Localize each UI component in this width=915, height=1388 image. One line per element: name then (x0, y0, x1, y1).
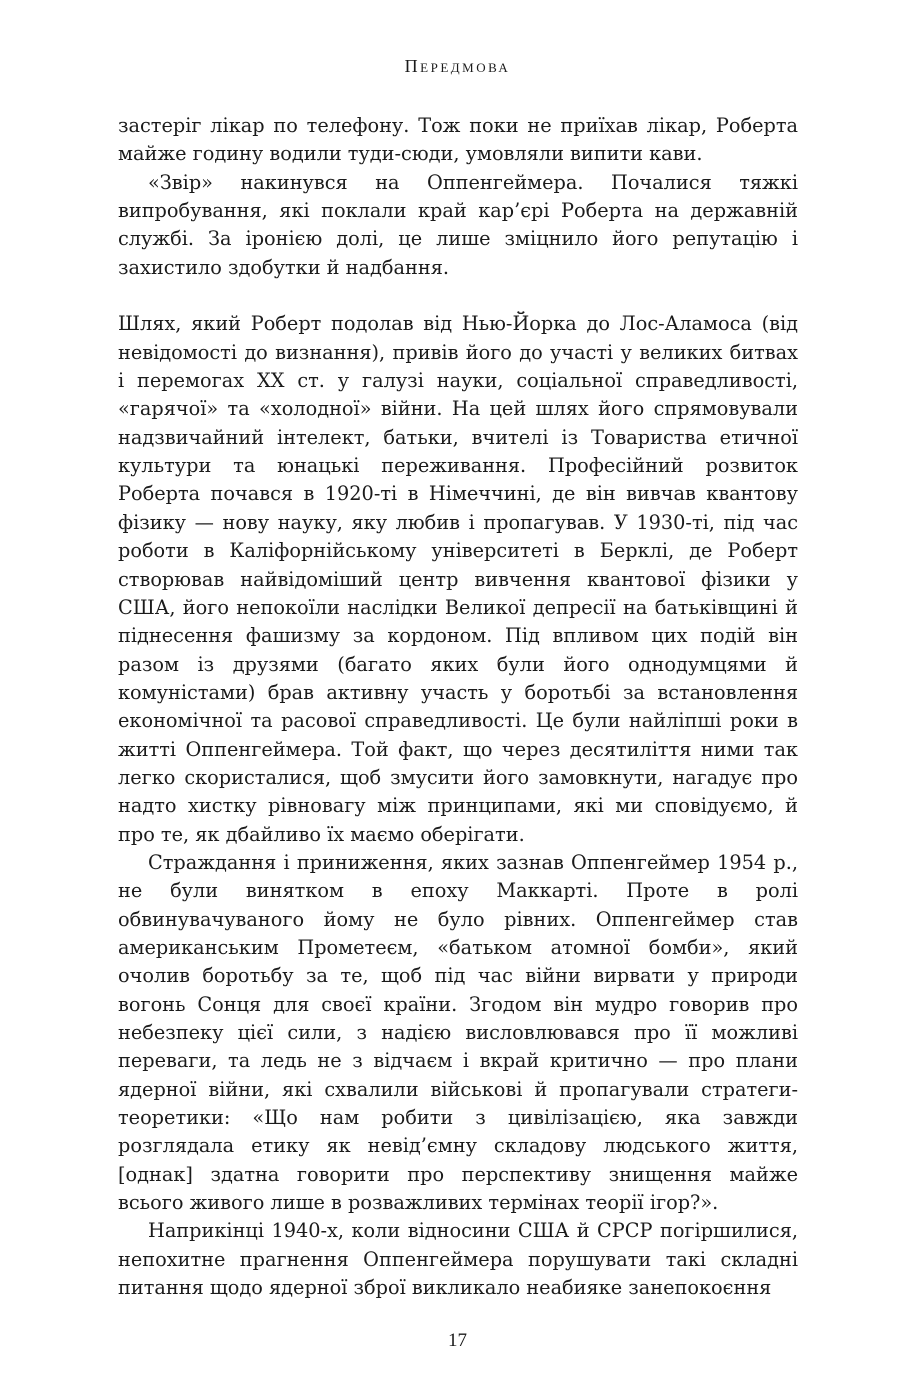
paragraph: «Звір» накинувся на Оппенгеймера. Почалися тяжкі випробування, які поклали край кар’єрі Роберта на державній службі. За іронією долі, це лише зміцнило його репутацію і захистило здобутки й надбання. (118, 170, 798, 279)
body-text (118, 112, 798, 1302)
running-head: Передмова (404, 56, 511, 76)
page-number: 17 (448, 1330, 467, 1351)
paragraph-continuation: застеріг лікар по телефону. Тож поки не приїхав лікар, Роберта майже годину водили туди-сюди, умовляли випити кави. (118, 114, 798, 166)
paragraph: Наприкінці 1940-х, коли відносини США й СРСР погіршилися, непохитне прагнення Оппенгеймера порушувати такі складні питання щодо ядерної зброї викликало неабияке занепокоєння (118, 1219, 798, 1300)
paragraph-section-start: Шлях, який Роберт подолав від Нью-Йорка до Лос-Аламоса (від невідомості до визнання), привів його до участі у великих битвах і перемогах XX ст. у галузі науки, соціальної справедливості, «гарячої» та «холодної» війни. На цей шлях його спрямовували надзвичайний інтелект, батьки, вчителі із Товариства етичної культури та юнацькі переживання. Професійний розвиток Роберта почався в 1920-ті в Німеччині, де він вивчав квантову фізику — нову науку, яку любив і пропагував. У 1930-ті, під час роботи в Каліфорнійському університеті в Берклі, де Роберт створював найвідоміший центр вивчення квантової фізики у США, його непокоїли наслідки Великої депресії на батьківщині й піднесення фашизму за кордоном. Під впливом цих подій він разом із друзями (багато яких були його однодумцями й комуністами) брав активну участь у боротьбі за встановлення економічної та расової справедливості. Це були найліпші роки в житті Оппенгеймера. Той факт, що через десятиліття ними так легко скористалися, щоб змусити його замовкнути, нагадує про надто хистку рівновагу між принципами, які ми сповідуємо, й про те, як дбайливо їх маємо оберігати. (118, 312, 798, 846)
paragraph: Страждання і приниження, яких зазнав Оппенгеймер 1954 р., не були винятком в епоху Маккарті. Проте в ролі обвинувачуваного йому не було рівних. Оппенгеймер став американським Прометеєм, «батьком атомної бомби», який очолив боротьбу за те, щоб під час війни вирвати у природи вогонь Сонця для своєї країни. Згодом він мудро говорив про небезпеку цієї сили, з надією висловлювався про її можливі переваги, та ледь не з відчаєм і вкрай критично — про плани ядерної війни, які схвалили військові й пропагували стратеги-теоретики: «Що нам робити з цивілізацією, яка завжди розглядала етику як невід’ємну складову людського життя, [однак] здатна говорити про перспективу знищення майже всього живого лише в розважливих термінах теорії ігор?». (118, 850, 798, 1215)
